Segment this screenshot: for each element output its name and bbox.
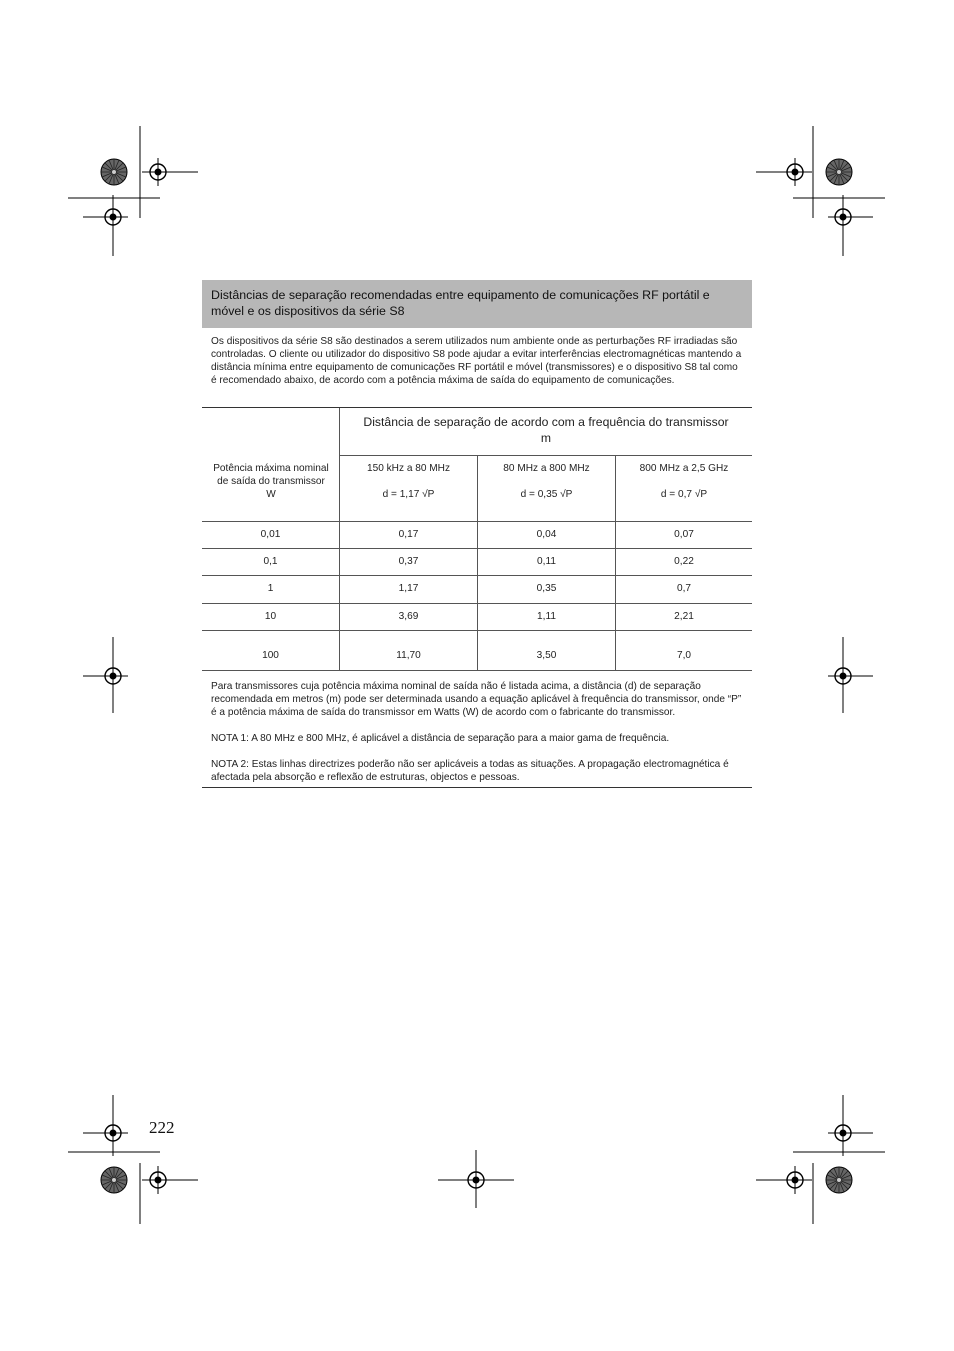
power-header bbox=[210, 462, 332, 501]
table-divider bbox=[202, 575, 752, 576]
table-cell: 0,7 bbox=[676, 583, 692, 594]
power-header-text: Potência máxima nominal de saída do transmissor bbox=[213, 463, 329, 487]
page-number: 222 bbox=[149, 1118, 175, 1137]
span-header bbox=[340, 414, 752, 446]
table-title: Distâncias de separação recomendadas entre equipamento de comunicações RF portátil e móvel e os dispositivos da série S8 bbox=[202, 280, 752, 328]
band-range: 150 kHz a 80 MHz bbox=[366, 463, 451, 474]
band-range: 800 MHz a 2,5 GHz bbox=[639, 463, 729, 474]
table-divider bbox=[202, 548, 752, 549]
note-paragraph: Para transmissores cuja potência máxima nominal de saída não é listada acima, a distância (d) de separação recomendada em metros (m) pode ser determinada usando a equação aplicável à frequência do transmissor, onde “P” é a potência máxima de saída do transmissor em Watts (W) de acordo com o fabricante do transmissor. bbox=[211, 681, 742, 718]
table-cell: 0,11 bbox=[537, 556, 556, 567]
table-cell: 0,01 bbox=[260, 529, 281, 540]
band-header bbox=[478, 462, 615, 501]
table-cell: 3,69 bbox=[398, 611, 419, 622]
intro-paragraph: Os dispositivos da série S8 são destinados a serem utilizados num ambiente onde as perturbações RF irradiadas são controladas. O cliente ou utilizador do dispositivo S8 pode ajudar a evitar interferências electromagnéticas mantendo a distância mínima entre equipamento de comunicações RF portátil e móvel (transmissores) e o dispositivo S8 tal como é recomendado abaixo, de acordo com a potência máxima de saída do equipamento de comunicações. bbox=[211, 336, 742, 386]
band-header bbox=[340, 462, 477, 501]
table-cell: 0,35 bbox=[536, 583, 557, 594]
document-block bbox=[202, 280, 752, 788]
power-header-unit: W bbox=[266, 489, 276, 500]
band-formula: d = 1,17 √P bbox=[382, 489, 435, 500]
table-cell: 0,1 bbox=[263, 556, 278, 567]
band-range: 80 MHz a 800 MHz bbox=[503, 463, 590, 474]
table-cell: 7,0 bbox=[676, 650, 692, 661]
table-cell: 0,37 bbox=[398, 556, 419, 567]
span-header-unit: m bbox=[540, 431, 552, 445]
table-divider bbox=[202, 603, 752, 604]
table-cell: 0,07 bbox=[674, 529, 694, 540]
span-header-text: Distância de separação de acordo com a frequência do transmissor bbox=[363, 415, 729, 429]
table-cell: 3,50 bbox=[536, 650, 557, 661]
table-cell: 2,21 bbox=[674, 611, 694, 622]
table-cell: 0,04 bbox=[536, 529, 557, 540]
table-cell: 100 bbox=[262, 650, 279, 661]
note-2: NOTA 2: Estas linhas directrizes poderão não ser aplicáveis a todas as situações. A propagação electromagnética é afectada pela absorção e reflexão de estruturas, objectos e pessoas. bbox=[211, 759, 729, 783]
table-divider bbox=[202, 521, 752, 522]
table-divider bbox=[339, 644, 340, 671]
separation-distance-table bbox=[202, 407, 752, 644]
table-row-last bbox=[202, 644, 752, 671]
table-cell: 0,17 bbox=[398, 529, 419, 540]
table-cell: 1,17 bbox=[398, 583, 419, 594]
note-1: NOTA 1: A 80 MHz e 800 MHz, é aplicável a distância de separação para a maior gama de frequência. bbox=[211, 733, 670, 744]
table-divider bbox=[615, 644, 616, 671]
table-cell: 11,70 bbox=[396, 650, 421, 661]
table-cell: 1,11 bbox=[537, 611, 556, 622]
band-header bbox=[616, 462, 752, 501]
table-cell: 1 bbox=[267, 583, 274, 594]
notes-section bbox=[202, 671, 752, 788]
band-formula: d = 0,7 √P bbox=[660, 489, 708, 500]
band-formula: d = 0,35 √P bbox=[520, 489, 573, 500]
table-cell: 10 bbox=[264, 611, 277, 622]
table-cell: 0,22 bbox=[674, 556, 694, 567]
table-divider bbox=[339, 455, 752, 456]
table-divider bbox=[202, 630, 752, 631]
table-divider bbox=[477, 644, 478, 671]
table-divider bbox=[202, 670, 752, 671]
